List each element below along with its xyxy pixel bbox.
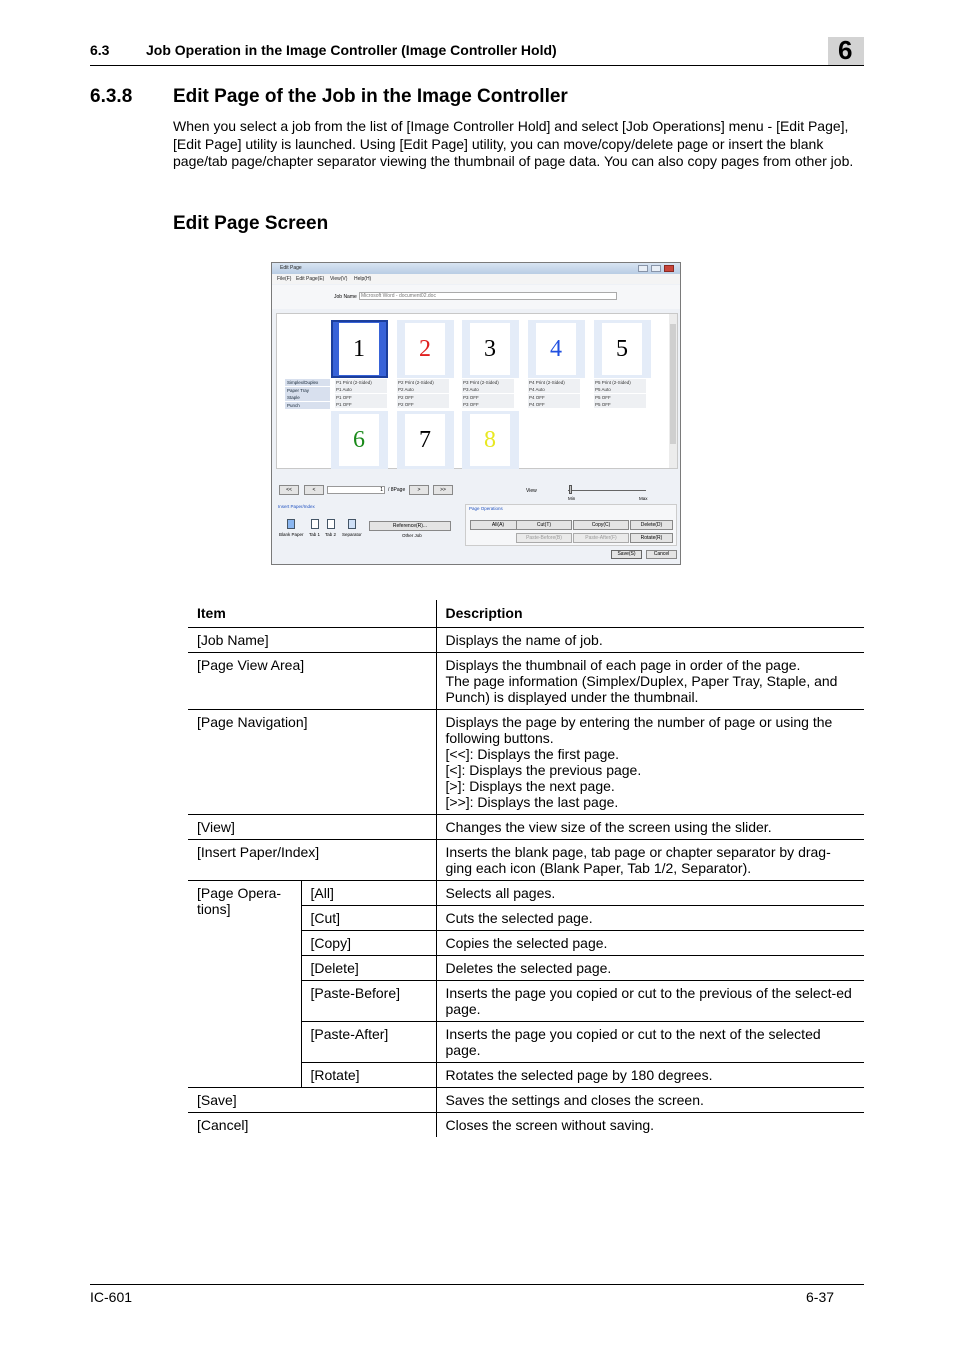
page-info-item: P3 OFF <box>462 394 514 401</box>
page-thumbnail-8[interactable] <box>462 411 519 469</box>
page-number-1: 1 <box>339 323 379 375</box>
page-thumbnail-7[interactable] <box>397 411 454 469</box>
subsection-title: Edit Page Screen <box>173 213 329 234</box>
page-info-item: P1 OFF <box>335 401 387 408</box>
row-description: Saves the settings and closes the screen. <box>436 1088 864 1113</box>
info-label-staple: Staple <box>285 394 330 401</box>
description-line: [<<]: Displays the first page. <box>445 746 620 762</box>
row-subitem: [Rotate] <box>301 1063 436 1088</box>
page-info-3 <box>462 379 514 408</box>
separator-icon[interactable] <box>348 519 356 529</box>
row-description <box>436 653 864 710</box>
paste-after-button[interactable]: Paste-After(F) <box>573 533 629 543</box>
row-description: Selects all pages. <box>436 881 864 906</box>
tab-1-icon[interactable] <box>311 519 319 529</box>
page-number-4: 4 <box>536 323 576 375</box>
cut-button[interactable]: Cut(T) <box>516 520 572 530</box>
table-header-row <box>188 600 864 628</box>
save-button[interactable]: Save(S) <box>611 550 642 559</box>
page-info-item: P4 OFF <box>528 401 580 408</box>
page-operations-group <box>465 504 677 546</box>
minimize-icon[interactable] <box>638 265 648 272</box>
row-description: Inserts the blank page, tab page or chapter separator by drag-ging each icon (Blank Paper, Tab 1/2, Separator). <box>436 840 864 881</box>
row-item: [View] <box>188 815 436 840</box>
page-thumbnail-2[interactable] <box>397 320 454 378</box>
chapter-number: 6 <box>838 35 853 65</box>
insert-paper-group <box>277 504 461 546</box>
next-page-button[interactable]: > <box>409 485 429 495</box>
page-info-item: P3 Print (2-Sided) <box>462 379 514 386</box>
all-button[interactable]: All(A) <box>470 520 526 530</box>
blank-paper-icon[interactable] <box>287 519 295 529</box>
header-item: Item <box>197 605 226 621</box>
page-info-2 <box>397 379 449 408</box>
insert-paper-label: Insert Paper/Index <box>278 504 315 509</box>
description-line: [<]: Displays the previous page. <box>445 762 642 778</box>
footer-page-number: 6-37 <box>806 1289 835 1305</box>
info-label-tray: Paper Tray <box>285 387 330 394</box>
scrollbar-thumb[interactable] <box>670 324 676 444</box>
menu-bar <box>272 274 680 284</box>
page-info-1 <box>335 379 387 408</box>
section-number: 6.3.8 <box>90 86 133 107</box>
page-number-5: 5 <box>602 323 642 375</box>
page-info-item: P4 Print (2-Sided) <box>528 379 580 386</box>
page-info-item: P2 Print (2-Sided) <box>397 379 449 386</box>
footer-rule <box>90 1284 864 1285</box>
page-number-8: 8 <box>470 414 510 466</box>
row-subitem: [All] <box>301 881 436 906</box>
view-slider-thumb[interactable] <box>569 485 572 494</box>
row-item: [Job Name] <box>188 628 436 653</box>
table-row <box>188 1113 864 1138</box>
page-thumbnail-4[interactable] <box>528 320 585 378</box>
page-thumbnail-1[interactable] <box>331 320 388 378</box>
row-description: Deletes the selected page. <box>436 956 864 981</box>
intro-paragraph: When you select a job from the list of [Image Controller Hold] and select [Job Operations] menu - [Edit Page], [Edit Page] utility is launched. Using [Edit Page] utility, you can move/copy/delete page or insert the blank page/tab page/chapter separator viewing the thumbnail of page data. You can also copy pages from other job. <box>173 118 854 169</box>
page-info-item: P2 OFF <box>397 394 449 401</box>
section-title: Edit Page of the Job in the Image Controller <box>173 86 568 107</box>
row-description: Changes the view size of the screen using the slider. <box>436 815 864 840</box>
window-title: Edit Page <box>280 265 302 271</box>
menu-help[interactable]: Help(H) <box>354 276 372 282</box>
table-row <box>188 840 864 881</box>
separator-caption: Separator <box>342 532 362 537</box>
footer-product: IC-601 <box>90 1289 133 1305</box>
row-subitem: [Paste-Before] <box>301 981 436 1022</box>
tab-1-caption: Tab 1 <box>309 532 321 537</box>
header-section-number: 6.3 <box>90 42 110 58</box>
row-description <box>436 710 864 815</box>
page-info-item: P3 OFF <box>462 401 514 408</box>
copy-button[interactable]: Copy(C) <box>573 520 629 530</box>
page-info-5 <box>594 379 646 408</box>
blank-paper-caption: Blank Paper <box>279 532 304 537</box>
page-number-input[interactable]: 1 <box>327 486 385 494</box>
job-name-row <box>272 285 680 309</box>
page-info-item: P2 Auto <box>397 386 449 393</box>
header-rule <box>90 65 864 66</box>
table-row <box>188 710 864 815</box>
row-description: Copies the selected page. <box>436 931 864 956</box>
tab-2-icon[interactable] <box>327 519 335 529</box>
maximize-icon[interactable] <box>651 265 661 272</box>
page-info-item: P3 Auto <box>462 386 514 393</box>
row-item: [Page Navigation] <box>188 710 436 815</box>
prev-page-button[interactable]: < <box>304 485 324 495</box>
table-row <box>188 881 864 906</box>
table-row <box>188 653 864 710</box>
info-label-punch: Punch <box>285 402 330 409</box>
table-row <box>188 628 864 653</box>
slider-max-label: Max <box>639 496 648 501</box>
row-item: [Page View Area] <box>188 653 436 710</box>
row-subitem: [Delete] <box>301 956 436 981</box>
header-description: Description <box>436 600 864 628</box>
page-info-item: P5 OFF <box>594 401 646 408</box>
page-thumbnail-3[interactable] <box>462 320 519 378</box>
page-info-item: P1 Auto <box>335 386 387 393</box>
row-group-item: [Page Opera-tions] <box>188 881 301 1088</box>
page-info-item: P1 OFF <box>335 394 387 401</box>
description-line: Displays the thumbnail of each page in order of the page. <box>445 657 801 673</box>
row-description: Inserts the page you copied or cut to the next of the selected page. <box>436 1022 864 1063</box>
row-description: Cuts the selected page. <box>436 906 864 931</box>
page-info-item: P5 OFF <box>594 394 646 401</box>
page-thumbnail-6[interactable] <box>331 411 388 469</box>
job-name-label: Job Name <box>334 294 357 300</box>
page-info-4 <box>528 379 580 408</box>
row-description: Inserts the page you copied or cut to the previous of the select-ed page. <box>436 981 864 1022</box>
page-navigation <box>272 485 680 499</box>
description-line: [>>]: Displays the last page. <box>445 794 619 810</box>
tab-2-caption: Tab 2 <box>325 532 337 537</box>
info-label-simplex: Simplex/Duplex <box>285 379 330 386</box>
paste-before-button[interactable]: Paste-Before(B) <box>516 533 572 543</box>
description-line: [>]: Displays the next page. <box>445 778 615 794</box>
page-info-item: P4 Auto <box>528 386 580 393</box>
cancel-button[interactable]: Cancel <box>646 550 677 559</box>
page-info-item: P5 Print (2-Sided) <box>594 379 646 386</box>
page-total: / 8Page <box>388 487 406 493</box>
page-number-7: 7 <box>405 414 445 466</box>
row-subitem: [Paste-After] <box>301 1022 436 1063</box>
description-line: The page information (Simplex/Duplex, Paper Tray, Staple, and Punch) is displayed under the thumbnail. <box>445 673 838 705</box>
page-number-3: 3 <box>470 323 510 375</box>
header-title: Job Operation in the Image Controller (Image Controller Hold) <box>146 42 557 58</box>
other-job-label: Other Job <box>402 533 422 538</box>
page-thumbnail-5[interactable] <box>594 320 651 378</box>
item-description-table <box>188 600 864 1137</box>
page-view-scrollbar[interactable] <box>669 314 677 468</box>
row-item: [Insert Paper/Index] <box>188 840 436 881</box>
page-info-item: P4 OFF <box>528 394 580 401</box>
last-page-button[interactable]: >> <box>433 485 453 495</box>
table-row <box>188 815 864 840</box>
menu-file[interactable]: File(F) <box>277 276 292 282</box>
row-description: Rotates the selected page by 180 degrees. <box>436 1063 864 1088</box>
row-description: Closes the screen without saving. <box>436 1113 864 1138</box>
description-line: Displays the page by entering the number of page or using the following buttons. <box>445 714 833 746</box>
row-item: [Save] <box>188 1088 436 1113</box>
row-subitem: [Copy] <box>301 931 436 956</box>
window-title-bar <box>272 263 680 274</box>
menu-view[interactable]: View(V) <box>330 276 348 282</box>
rotate-button[interactable]: Rotate(R) <box>630 533 673 543</box>
view-label: View <box>526 488 537 494</box>
menu-edit-page[interactable]: Edit Page(E) <box>296 276 325 282</box>
edit-page-screenshot <box>271 262 681 565</box>
table-row <box>188 1088 864 1113</box>
page-operations-label: Page Operations <box>469 506 503 511</box>
page-view-area[interactable] <box>276 313 678 469</box>
row-description: Displays the name of job. <box>436 628 864 653</box>
row-item: [Cancel] <box>188 1113 436 1138</box>
page-number-6: 6 <box>339 414 379 466</box>
reference-button[interactable]: Reference(R)... <box>369 521 451 531</box>
delete-button[interactable]: Delete(D) <box>630 520 673 530</box>
page-info-item: P5 Auto <box>594 386 646 393</box>
page-info-item: P1 Print (2-Sided) <box>335 379 387 386</box>
job-name-field[interactable]: Microsoft Word - document02.doc <box>359 292 617 300</box>
close-icon[interactable] <box>664 265 674 272</box>
page-number-2: 2 <box>405 323 445 375</box>
page-info-item: P2 OFF <box>397 401 449 408</box>
row-subitem: [Cut] <box>301 906 436 931</box>
slider-min-label: Min <box>568 496 576 501</box>
view-slider-track[interactable] <box>568 490 646 491</box>
first-page-button[interactable]: << <box>279 485 299 495</box>
